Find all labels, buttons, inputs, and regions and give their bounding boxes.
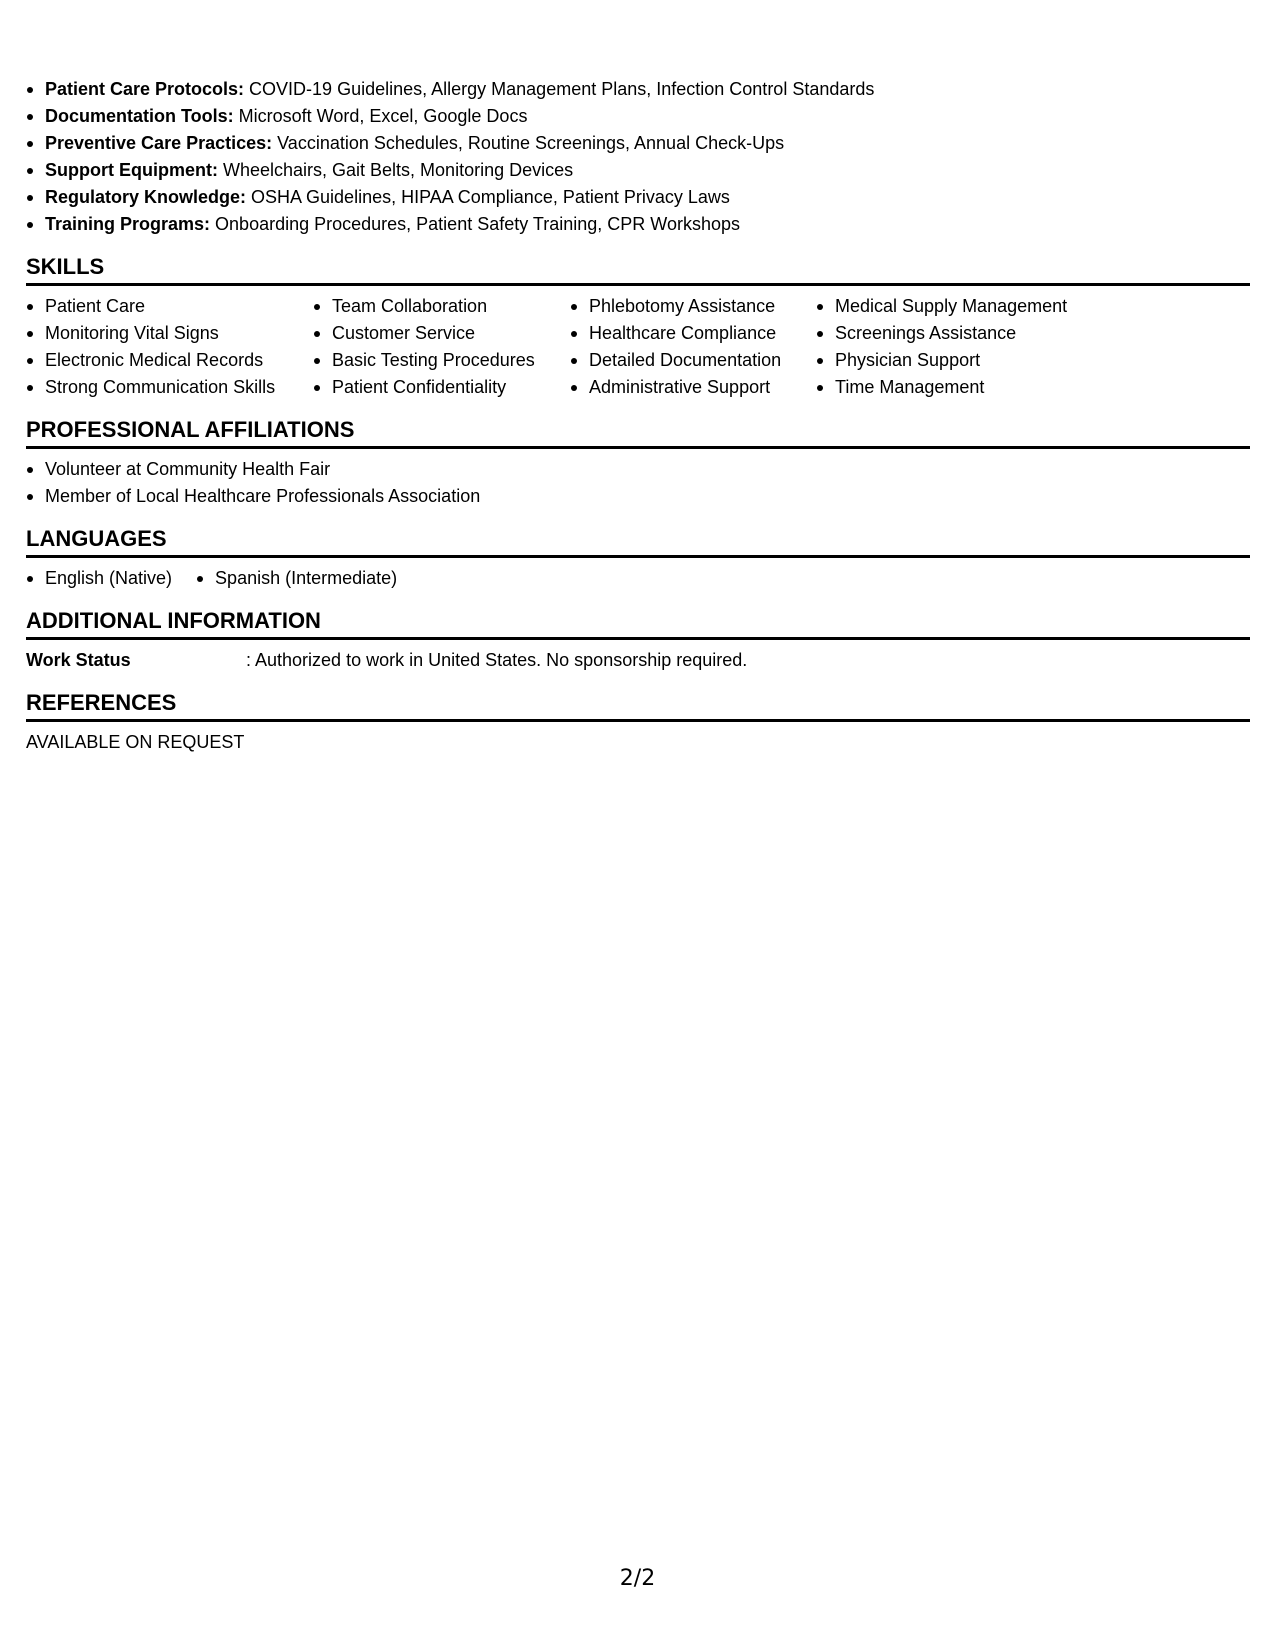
skill-item: Detailed Documentation — [570, 347, 816, 374]
skill-item: Patient Care — [26, 293, 313, 320]
additional-info-heading: ADDITIONAL INFORMATION — [26, 592, 1250, 640]
skill-item: Patient Confidentiality — [313, 374, 570, 401]
skills-column — [313, 293, 570, 401]
references-section — [26, 722, 1250, 756]
list-item — [26, 211, 1250, 238]
list-item — [26, 157, 1250, 184]
list-item — [26, 103, 1250, 130]
additional-info-section — [26, 640, 1250, 674]
skills-column — [570, 293, 816, 401]
work-status-value: : Authorized to work in United States. No sponsorship required. — [246, 650, 748, 670]
skill-item: Time Management — [816, 374, 1116, 401]
skill-item: Medical Supply Management — [816, 293, 1116, 320]
work-status-row — [26, 647, 1250, 674]
skill-item: Phlebotomy Assistance — [570, 293, 816, 320]
item-label: Documentation Tools: — [45, 106, 234, 126]
skill-item: Screenings Assistance — [816, 320, 1116, 347]
skills-column — [816, 293, 1116, 401]
resume-page — [26, 76, 1250, 756]
work-status-label: Work Status — [26, 650, 131, 670]
item-label: Training Programs: — [45, 214, 211, 234]
skill-item: Healthcare Compliance — [570, 320, 816, 347]
skill-item: Physician Support — [816, 347, 1116, 374]
skill-item: Team Collaboration — [313, 293, 570, 320]
item-label: Preventive Care Practices: — [45, 133, 273, 153]
language-item: Spanish (Intermediate) — [196, 565, 397, 592]
languages-section — [26, 558, 1250, 592]
languages-heading: LANGUAGES — [26, 510, 1250, 558]
item-text: Onboarding Procedures, Patient Safety Training, CPR Workshops — [210, 214, 740, 234]
skill-item: Basic Testing Procedures — [313, 347, 570, 374]
skill-item: Administrative Support — [570, 374, 816, 401]
list-item — [26, 130, 1250, 157]
affiliation-item: Volunteer at Community Health Fair — [26, 456, 1250, 483]
item-label: Patient Care Protocols: — [45, 79, 245, 99]
page-number: 2/2 — [619, 1566, 656, 1591]
affiliations-section — [26, 449, 1250, 510]
skill-item: Customer Service — [313, 320, 570, 347]
skill-item: Monitoring Vital Signs — [26, 320, 313, 347]
skills-column — [26, 293, 313, 401]
affiliations-list — [26, 456, 1250, 510]
list-item — [26, 184, 1250, 211]
skill-item: Electronic Medical Records — [26, 347, 313, 374]
list-item — [26, 76, 1250, 103]
language-item: English (Native) — [26, 565, 172, 592]
item-text: OSHA Guidelines, HIPAA Compliance, Patient Privacy Laws — [246, 187, 730, 207]
item-text: Wheelchairs, Gait Belts, Monitoring Devices — [217, 160, 574, 180]
languages-list — [26, 565, 1250, 592]
skills-heading: SKILLS — [26, 238, 1250, 286]
references-text: AVAILABLE ON REQUEST — [26, 732, 245, 752]
item-text: Microsoft Word, Excel, Google Docs — [233, 106, 528, 126]
item-label: Support Equipment: — [45, 160, 218, 180]
competencies-list — [26, 76, 1250, 238]
item-label: Regulatory Knowledge: — [45, 187, 247, 207]
item-text: COVID-19 Guidelines, Allergy Management Plans, Infection Control Standards — [244, 79, 875, 99]
references-heading: REFERENCES — [26, 674, 1250, 722]
skill-item: Strong Communication Skills — [26, 374, 313, 401]
affiliations-heading: PROFESSIONAL AFFILIATIONS — [26, 401, 1250, 449]
affiliation-item: Member of Local Healthcare Professionals Association — [26, 483, 1250, 510]
item-text: Vaccination Schedules, Routine Screenings, Annual Check-Ups — [272, 133, 785, 153]
skills-grid — [26, 286, 1250, 401]
